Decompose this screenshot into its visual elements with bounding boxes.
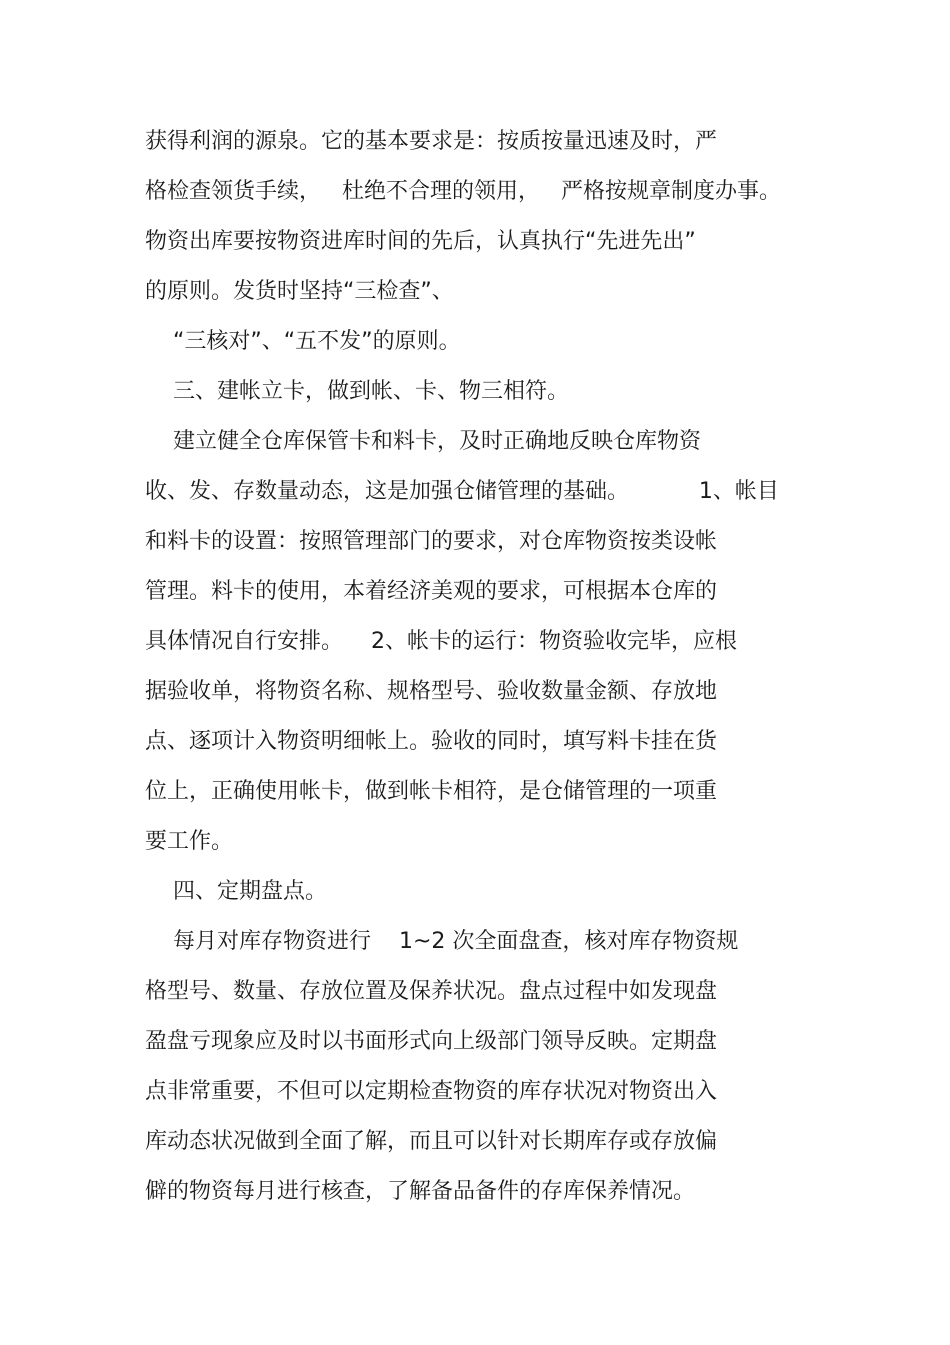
text-line: 获得利润的源泉。它的基本要求是：按质按量迅速及时，严 bbox=[145, 129, 718, 154]
text-line: 盈盘亏现象应及时以书面形式向上级部门领导反映。定期盘 bbox=[145, 1029, 718, 1054]
text-line: 物资出库要按物资进库时间的先后，认真执行“先进先出” bbox=[145, 229, 696, 254]
text-line: 管理。料卡的使用，本着经济美观的要求，可根据本仓库的 bbox=[145, 579, 718, 604]
text-line: 据验收单，将物资名称、规格型号、验收数量金额、存放地 bbox=[145, 679, 718, 704]
text-line: 格检查领货手续， 杜绝不合理的领用， 严格按规章制度办事。 bbox=[145, 179, 781, 204]
text-line: 格型号、数量、存放位置及保养状况。盘点过程中如发现盘 bbox=[145, 979, 718, 1004]
text-line: 点非常重要，不但可以定期检查物资的库存状况对物资出入 bbox=[145, 1079, 718, 1104]
text-line: 位上，正确使用帐卡，做到帐卡相符，是仓储管理的一项重 bbox=[145, 779, 718, 804]
text-line: 和料卡的设置：按照管理部门的要求，对仓库物资按类设帐 bbox=[145, 529, 718, 554]
text-line: “三核对”、“五不发”的原则。 bbox=[145, 329, 461, 354]
text-line: 具体情况自行安排。 2、帐卡的运行：物资验收完毕，应根 bbox=[145, 629, 737, 654]
text-line: 要工作。 bbox=[145, 829, 234, 854]
text-line: 僻的物资每月进行核查，了解备品备件的存库保养情况。 bbox=[145, 1179, 696, 1204]
section-heading: 三、建帐立卡，做到帐、卡、物三相符。 bbox=[145, 379, 569, 404]
text-line: 收、发、存数量动态，这是加强仓储管理的基础。 1、帐目 bbox=[145, 479, 779, 504]
text-line: 的原则。发货时坚持“三检查”、 bbox=[145, 279, 454, 304]
text-line: 建立健全仓库保管卡和料卡，及时正确地反映仓库物资 bbox=[145, 429, 701, 454]
section-heading: 四、定期盘点。 bbox=[145, 879, 327, 904]
text-line: 库动态状况做到全面了解，而且可以针对长期库存或存放偏 bbox=[145, 1129, 718, 1154]
text-line: 点、逐项计入物资明细帐上。验收的同时，填写料卡挂在货 bbox=[145, 729, 718, 754]
text-line: 每月对库存物资进行 1~2 次全面盘查，核对库存物资规 bbox=[145, 929, 739, 954]
